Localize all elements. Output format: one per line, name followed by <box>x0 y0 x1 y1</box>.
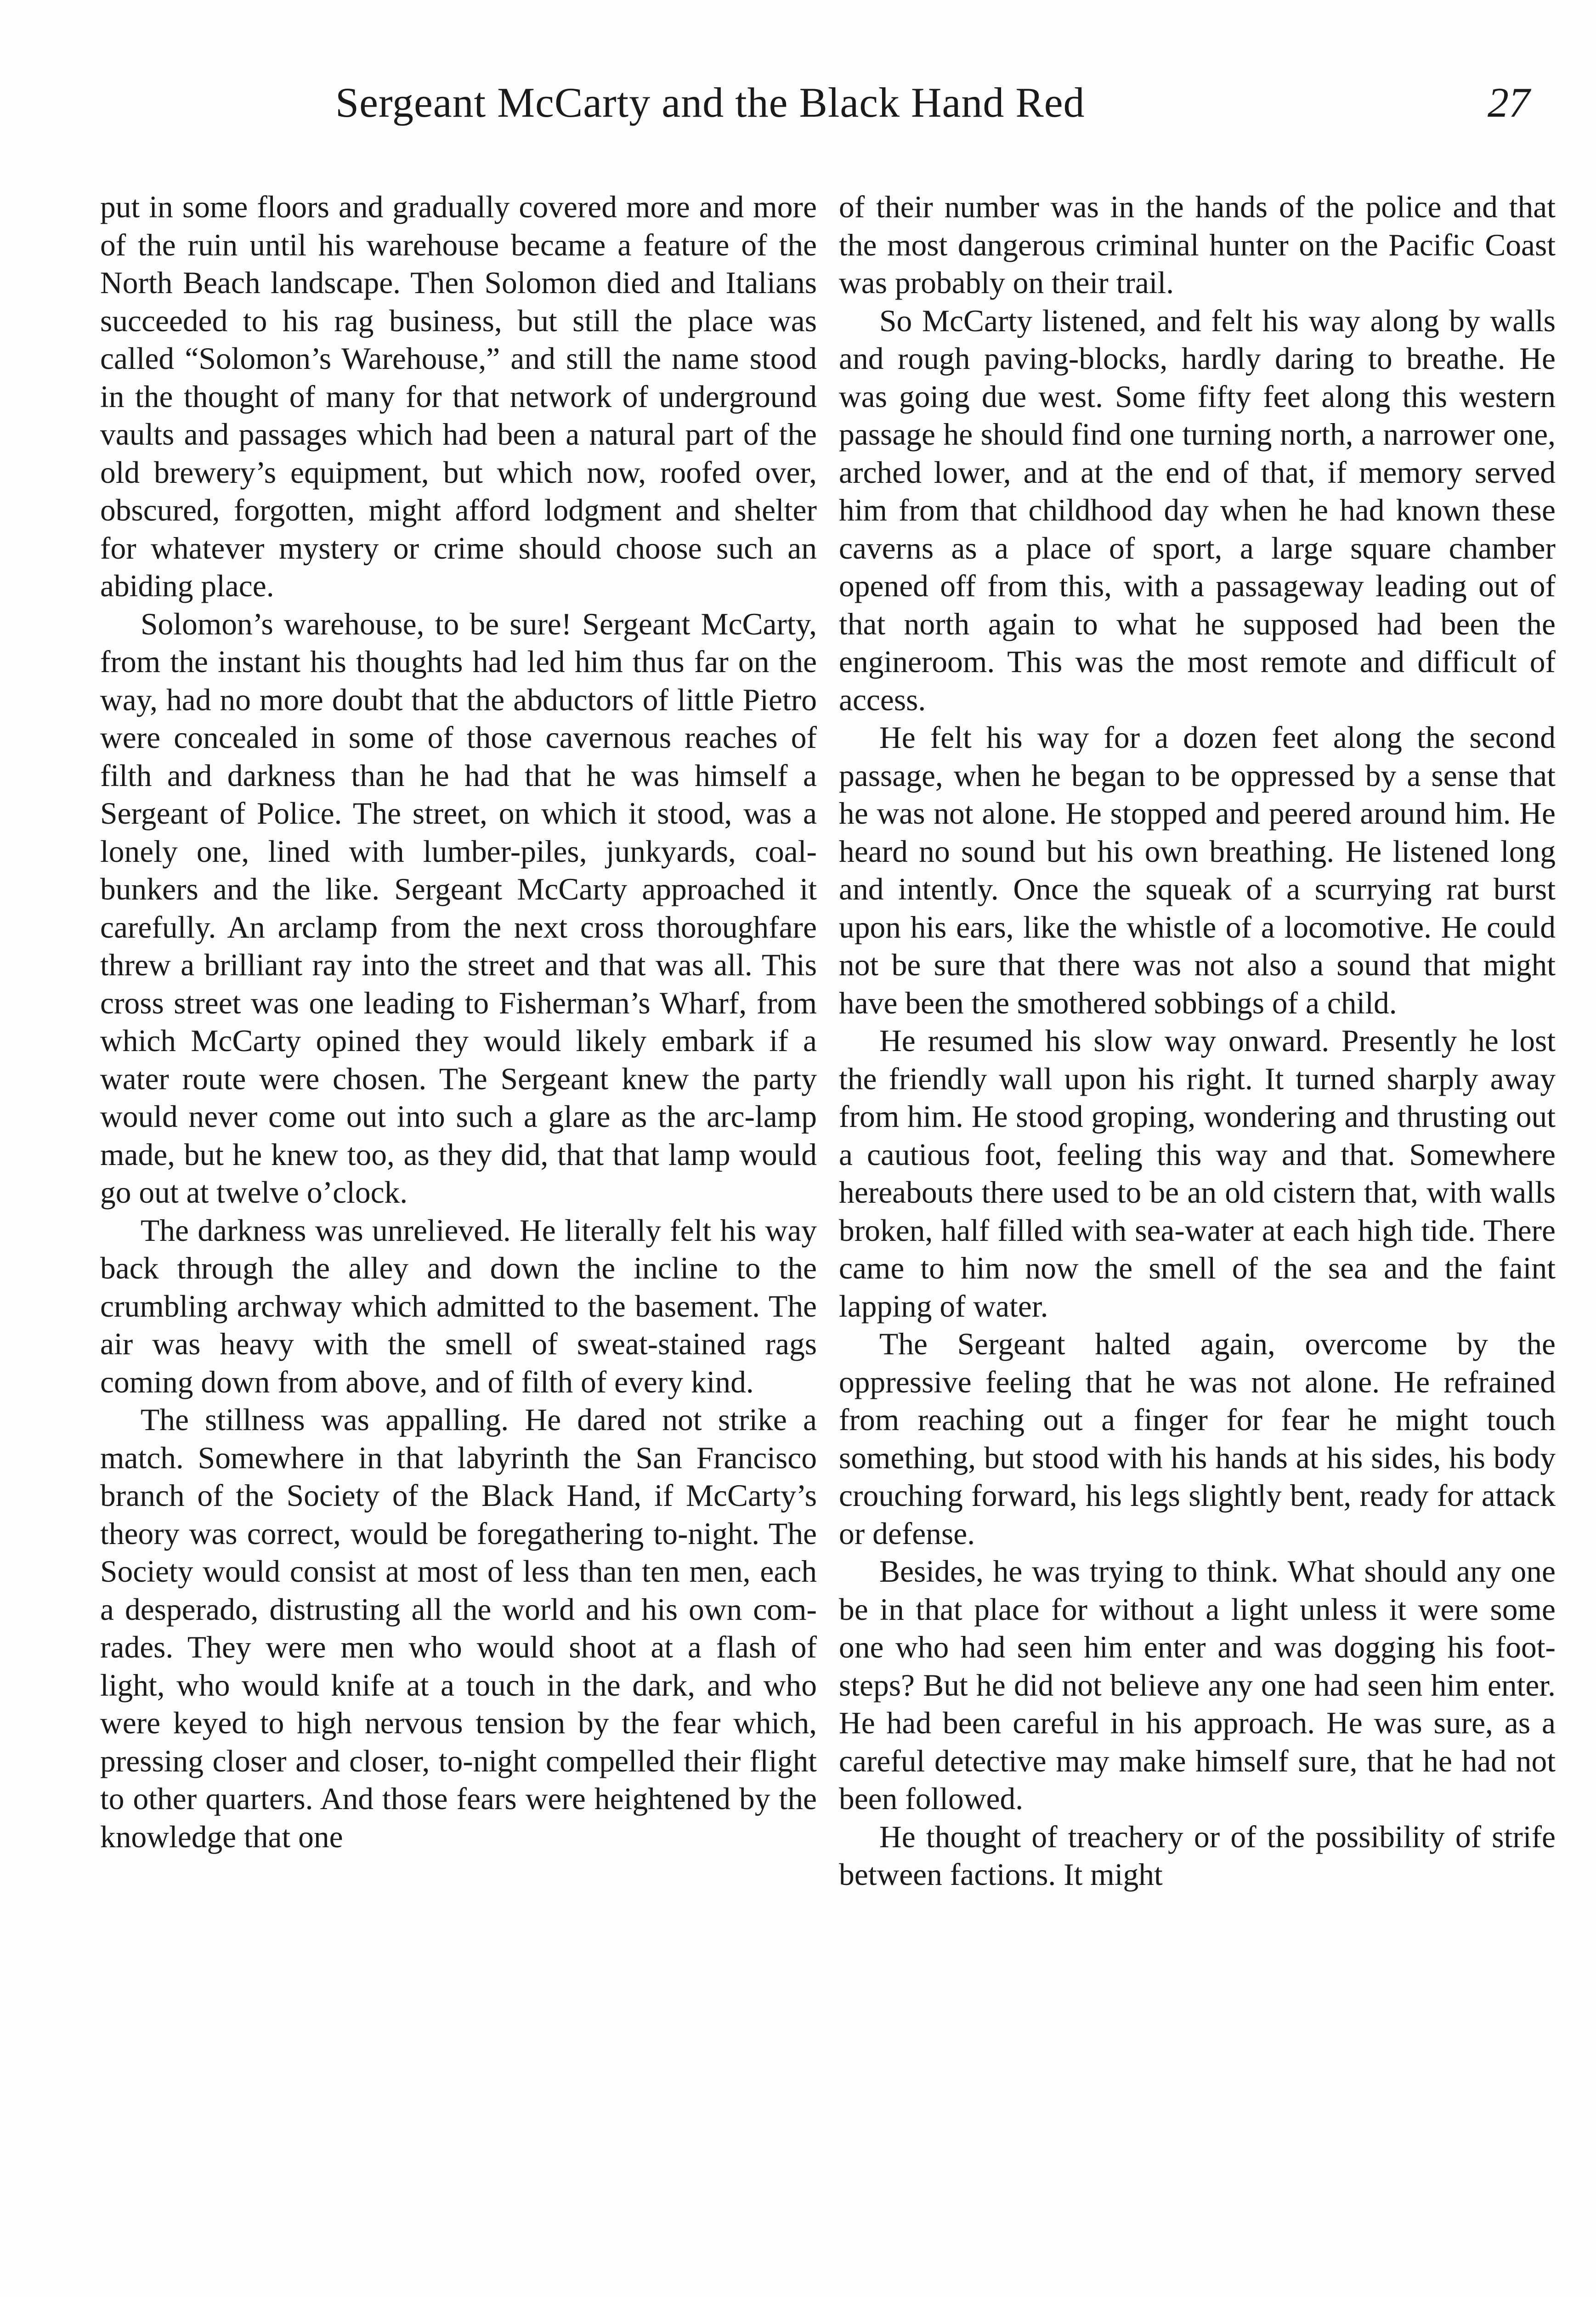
left-column <box>100 188 817 1856</box>
running-title: Sergeant McCarty and the Black Hand Red <box>335 79 1085 126</box>
running-header <box>335 78 1530 142</box>
paragraph: Besides, he was trying to think. What should any one be in that place for without a light unless it were some one who had seen him enter and was dogging his footsteps? But he did not believe any one had seen him enter. He had been careful in his approach. He was sure, as a careful detective may make himself sure, that he had not been followed. <box>839 1554 1556 1816</box>
paragraph: So McCarty listened, and felt his way along by walls and rough paving-blocks, hardly daring to breathe. He was going due west. Some fifty feet along this western passage he should find one turning north, a narrower one, arched lower, and at the end of that, if memory served him from that childhood day when he had known these caverns as a place of sport, a large square chamber opened off from this, with a passageway leading out of that north again to what he supposed had been the engineroom. This was the most remote and difficult of access. <box>839 303 1556 717</box>
page-number: 27 <box>1488 79 1530 126</box>
paragraph: of their number was in the hands of the police and that the most dangerous criminal hunter on the Pacific Coast was probably on their trail. <box>839 190 1556 300</box>
paragraph: The Sergeant halted again, overcome by the oppressive feeling that he was not alone. He refrained from reaching out a finger for fear he might touch something, but stood with his hands at his sides, his body crouching forward, his legs slightly bent, ready for attack or defense. <box>839 1327 1556 1551</box>
paragraph: Solomon’s warehouse, to be sure! Sergeant McCarty, from the instant his thoughts had led him thus far on the way, had no more doubt that the abductors of little Pietro were concealed in some of those cavernous reaches of filth and darkness than he had that he was himself a Sergeant of Police. The street, on which it stood, was a lonely one, lined with lumber-piles, junkyards, coal-bunkers and the like. Sergeant McCarty approached it carefully. An arclamp from the next cross thoroughfare threw a brilliant ray into the street and that was all. This cross street was one leading to Fisherman’s Wharf, from which McCarty opined they would likely embark if a water route were chosen. The Sergeant knew the party would never come out into such a glare as the arc-lamp made, but he knew too, as they did, that that lamp would go out at twelve o’clock. <box>100 606 817 1210</box>
paragraph: He thought of treachery or of the possibility of strife between factions. It might <box>839 1819 1556 1892</box>
paragraph: The darkness was unrelieved. He literally felt his way back through the alley and down the incline to the crumbling archway which admitted to the basement. The air was heavy with the smell of sweat-stained rags coming down from above, and of filth of every kind. <box>100 1213 817 1399</box>
paragraph: The stillness was appalling. He dared not strike a match. Somewhere in that labyrinth the San Francisco branch of the Society of the Black Hand, if McCarty’s theory was correct, would be foregathering to-night. The Society would consist at most of less than ten men, each a desperado, distrusting all the world and his own comrades. They were men who would shoot at a flash of light, who would knife at a touch in the dark, and who were keyed to high nervous tension by the fear which, pressing closer and closer, to-night compelled their flight to other quarters. And those fears were heightened by the knowledge that one <box>100 1403 817 1854</box>
paragraph: He felt his way for a dozen feet along the second passage, when he began to be oppressed by a sense that he was not alone. He stopped and peered around him. He heard no sound but his own breathing. He listened long and intently. Once the squeak of a scurrying rat burst upon his ears, like the whistle of a locomotive. He could not be sure that there was not also a sound that might have been the smothered sobbings of a child. <box>839 720 1556 1020</box>
right-column <box>839 188 1556 1894</box>
paragraph: put in some floors and gradually covered more and more of the ruin until his warehouse became a feature of the North Beach landscape. Then Solomon died and Italians succeeded to his rag business, but still the place was called “Solomon’s Warehouse,” and still the name stood in the thought of many for that network of underground vaults and passages which had been a natural part of the old brewery’s equipment, but which now, roofed over, obscured, forgotten, might afford lodgment and shelter for whatever mystery or crime should choose such an abiding place. <box>100 190 817 603</box>
paragraph: He resumed his slow way onward. Presently he lost the friendly wall upon his right. It turned sharply away from him. He stood groping, wondering and thrusting out a cautious foot, feeling this way and that. Somewhere hereabouts there used to be an old cistern that, with walls broken, half filled with sea-water at each high tide. There came to him now the smell of the sea and the faint lapping of water. <box>839 1024 1556 1324</box>
